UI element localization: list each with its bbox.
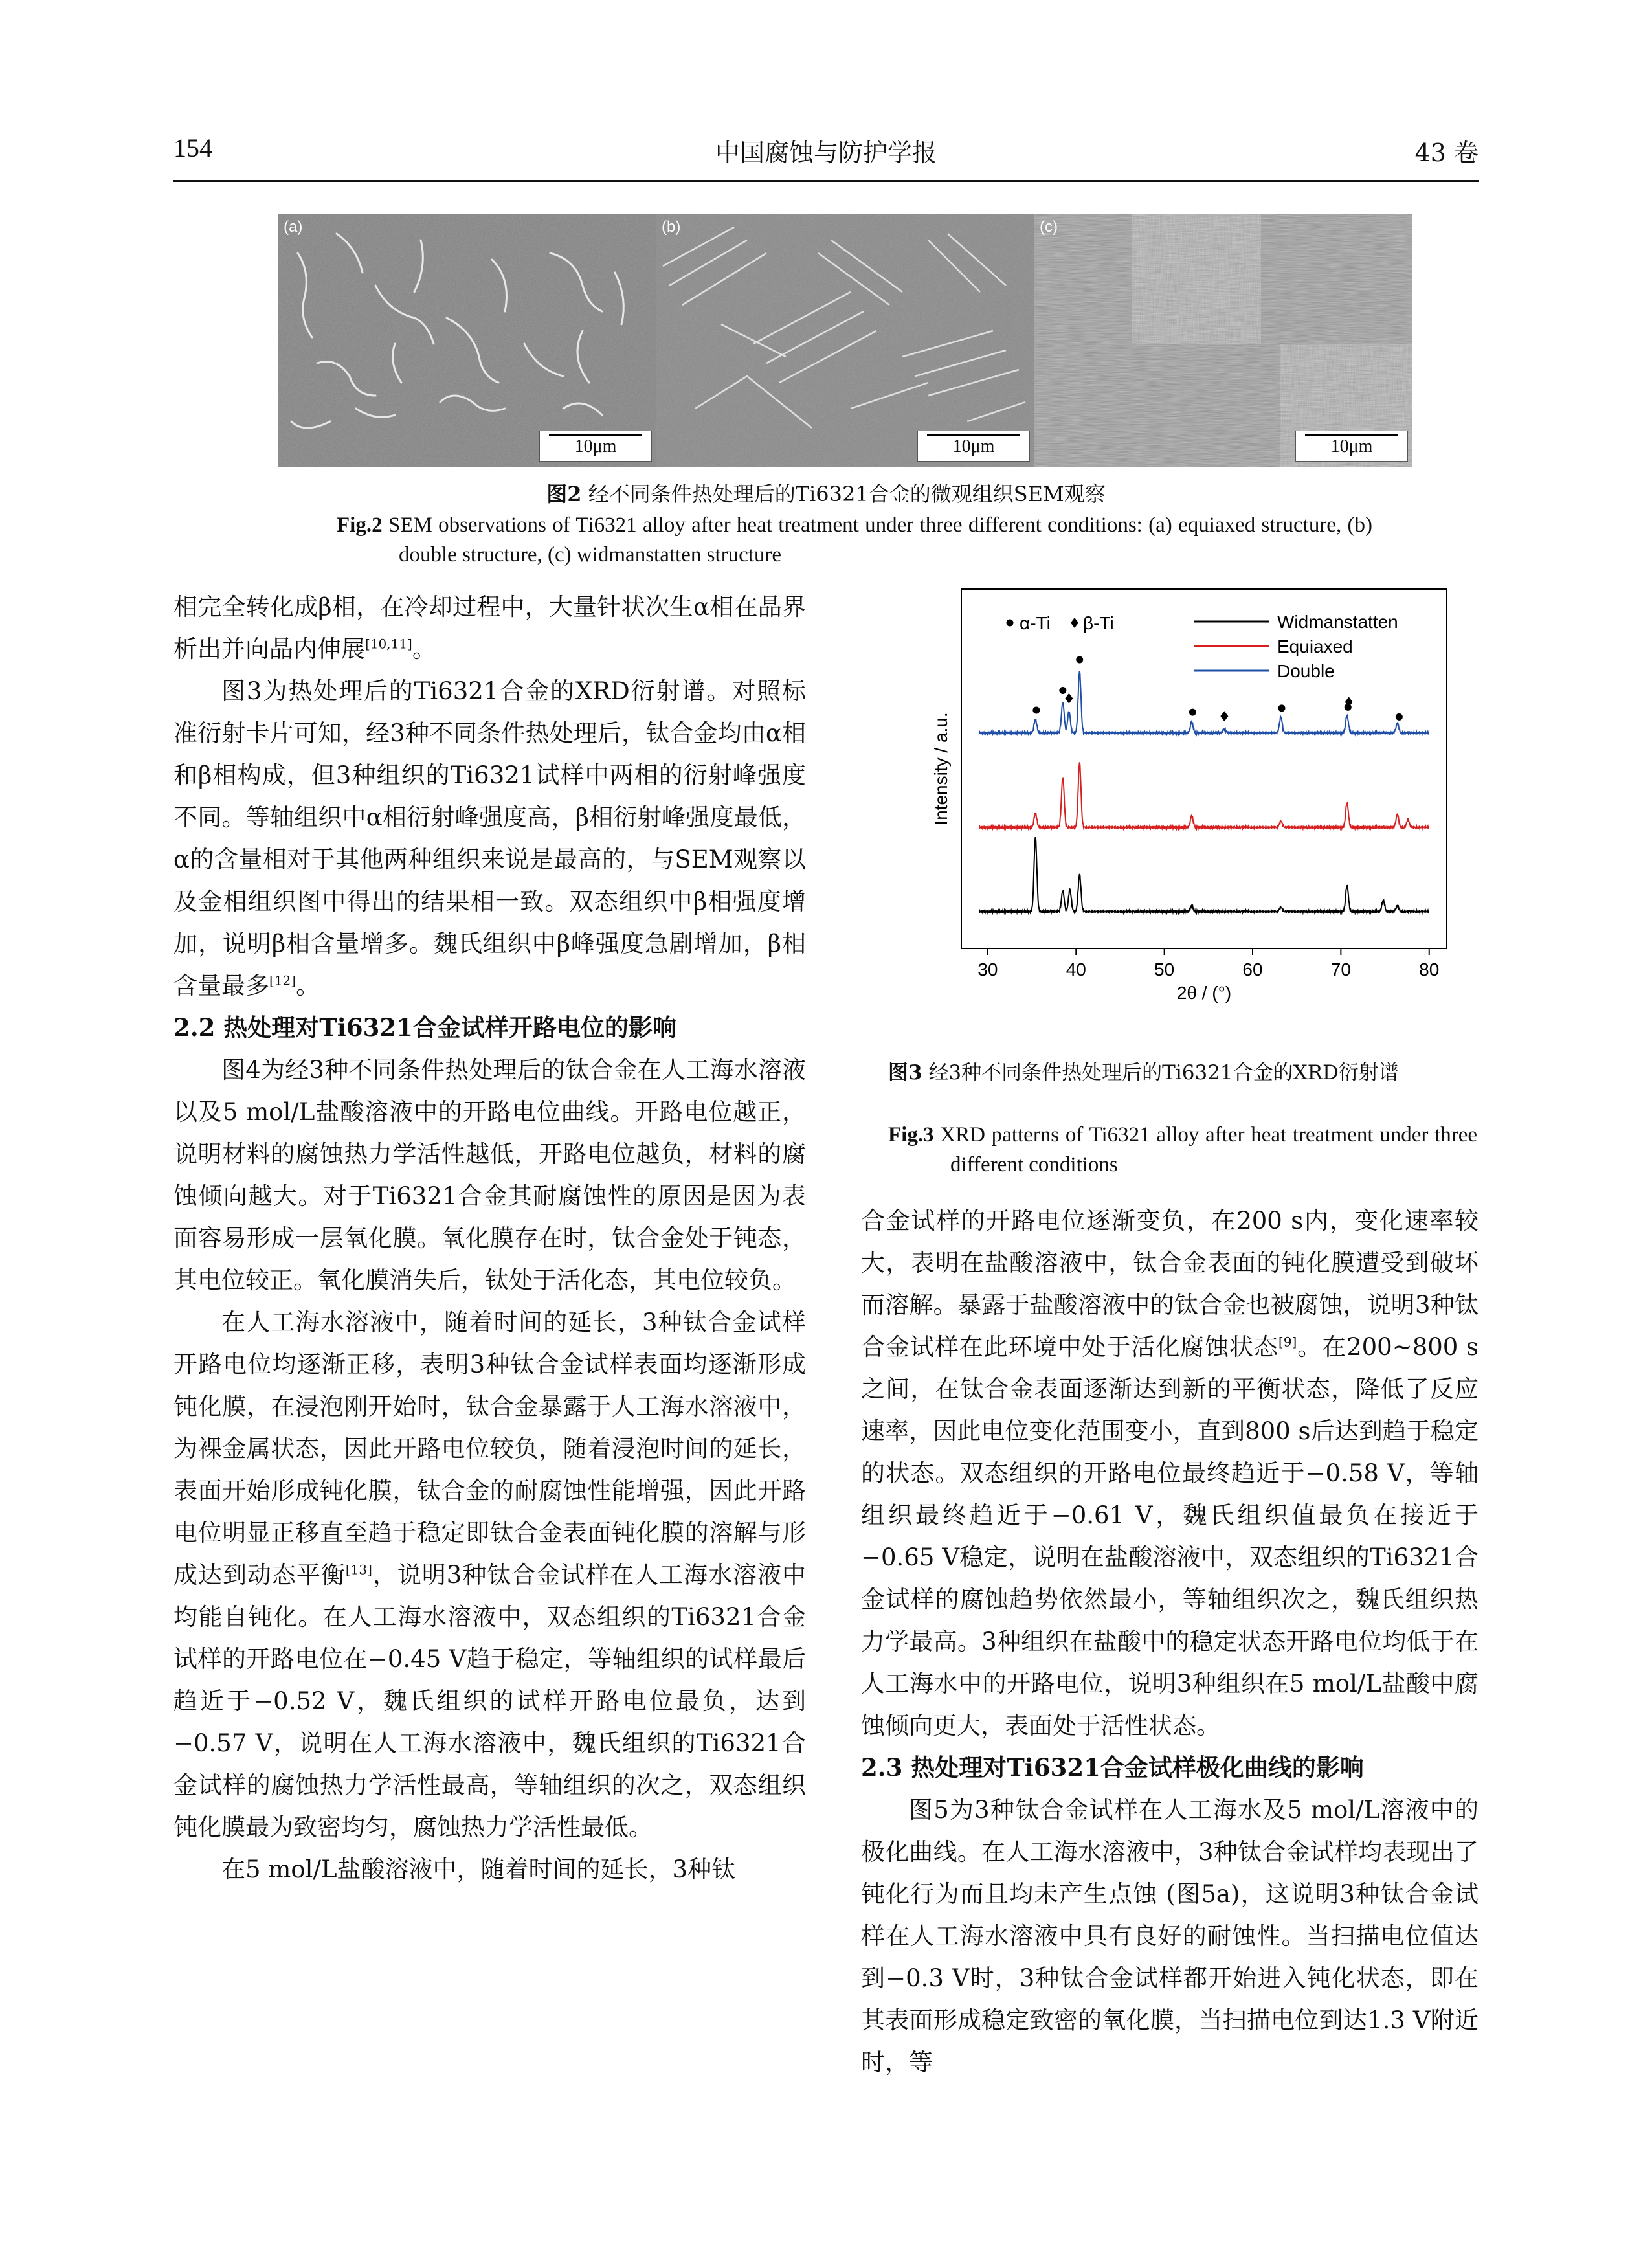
fig2-caption-en: Fig.2 SEM observations of Ti6321 alloy after heat treatment under three different conditions: (a) equiaxed structure, (b) double structure, (c) widmanstatten structure	[337, 513, 1372, 566]
scale-bar-c: 10μm	[1295, 431, 1408, 462]
paragraph: 图4为经3种不同条件热处理后的钛合金在人工海水溶液以及5 mol/L盐酸溶液中的开路电位曲线。开路电位越正，说明材料的腐蚀热力学活性越低，开路电位越负，材料的腐蚀倾向越大。对于Ti6321合金其耐腐蚀性的原因是因为表面容易形成一层氧化膜。氧化膜存在时，钛合金处于钝态，其电位较正。氧化膜消失后，钛处于活化态，其电位较负。	[173, 1056, 806, 1294]
sem-panel-c	[1034, 214, 1412, 467]
xrd-trace-widmanstatten	[979, 837, 1429, 913]
x-tick-label: 30	[977, 959, 998, 980]
sem-panel-a	[278, 214, 656, 467]
page-number: 154	[173, 133, 212, 163]
left-column	[173, 586, 806, 1890]
paragraph: 在人工海水溶液中，随着时间的延长，3种钛合金试样开路电位均逐渐正移，表明3种钛合金试样表面均逐渐形成钝化膜，在浸泡刚开始时，钛合金暴露于人工海水溶液中，为裸金属状态，因此开路电位较负，随着浸泡时间的延长，表面开始形成钝化膜，钛合金的耐腐蚀性能增强，因此开路电位明显正移直至趋于稳定即钛合金表面钝化膜的溶解与形成达到动态平衡[13]，说明3种钛合金试样在人工海水溶液中均能自钝化。在人工海水溶液中，双态组织的Ti6321合金试样的开路电位在−0.45 V趋于稳定，等轴组织的试样最后趋近于−0.52 V，魏氏组织的试样开路电位最负，达到−0.57 V，说明在人工海水溶液中，魏氏组织的Ti6321合金试样的腐蚀热力学活性最高，等轴组织的次之，双态组织钝化膜最为致密均匀，腐蚀热力学活性最低。	[173, 1308, 807, 1841]
paragraph: 在5 mol/L盐酸溶液中，随着时间的延长，3种钛	[221, 1855, 736, 1883]
header-rule	[173, 180, 1479, 182]
panel-letter-b: (b)	[662, 218, 681, 236]
x-tick-label: 40	[1066, 959, 1086, 980]
panel-letter-a: (a)	[284, 218, 303, 236]
legend-label-equiaxed: Equiaxed	[1277, 636, 1353, 656]
legend-label-widmanstatten: Widmanstatten	[1277, 612, 1398, 632]
fig2-caption-cn: 图2 经不同条件热处理后的Ti6321合金的微观组织SEM观察	[546, 482, 1106, 506]
fig3-caption-en: Fig.3 XRD patterns of Ti6321 alloy after heat treatment under three different conditions	[888, 1123, 1477, 1176]
alpha-ti-marker	[1032, 707, 1040, 714]
paragraph: 图3为热处理后的Ti6321合金的XRD衍射谱。对照标准衍射卡片可知，经3种不同条件热处理后，钛合金均由α相和β相构成，但3种组织的Ti6321试样中两相的衍射峰强度不同。等轴组织中α相衍射峰强度高，β相衍射峰强度最低，α的含量相对于其他两种组织来说是最高的，与SEM观察以及金相组织图中得出的结果相一致。双态组织中β相强度增加，说明β相含量增多。魏氏组织中β峰强度急剧增加，β相含量最多[12]。	[173, 677, 806, 1000]
journal-title: 中国腐蚀与防护学报	[715, 139, 937, 167]
y-axis-label: Intensity / a.u.	[931, 712, 951, 825]
xrd-trace-double	[979, 671, 1429, 734]
legend-label-double: Double	[1277, 661, 1335, 681]
scale-bar-a: 10μm	[539, 431, 652, 462]
alpha-legend-label: α-Ti	[1020, 613, 1051, 633]
sem-image-double	[656, 214, 1034, 467]
plot-frame	[961, 589, 1447, 948]
x-tick-label: 50	[1154, 959, 1175, 980]
x-tick-label: 70	[1330, 959, 1351, 980]
sem-image-equiaxed	[278, 214, 656, 467]
sem-image-widmanstatten	[1034, 214, 1412, 467]
volume-label: 43 卷	[1414, 139, 1479, 167]
alpha-ti-marker	[1076, 656, 1083, 664]
alpha-ti-marker	[1278, 704, 1286, 712]
fig3-caption-cn: 图3 经3种不同条件热处理后的Ti6321合金的XRD衍射谱	[888, 1061, 1399, 1084]
x-tick-label: 80	[1419, 959, 1440, 980]
alpha-ti-marker	[1189, 709, 1196, 716]
beta-legend-symbol	[1071, 618, 1078, 628]
sem-panel-b	[656, 214, 1034, 467]
right-column	[861, 1200, 1479, 2083]
beta-ti-marker	[1220, 711, 1228, 721]
paragraph: 图5为3种钛合金试样在人工海水及5 mol/L溶液中的极化曲线。在人工海水溶液中，3种钛合金试样均表现出了钝化行为而且均未产生点蚀 (图5a)，这说明3种钛合金试样在人工海水溶液中具有良好的耐蚀性。当扫描电位值达到−0.3 V时，3种钛合金试样都开始进入钝化状态，即在其表面形成稳定致密的氧化膜，当扫描电位到达1.3 V附近时，等	[861, 1796, 1479, 2076]
xrd-trace-equiaxed	[979, 762, 1429, 829]
section-heading-2-3: 2.3 热处理对Ti6321合金试样极化曲线的影响	[861, 1753, 1364, 1782]
paragraph: 合金试样的开路电位逐渐变负，在200 s内，变化速率较大，表明在盐酸溶液中，钛合金表面的钝化膜遭受到破坏而溶解。暴露于盐酸溶液中的钛合金也被腐蚀，说明3种钛合金试样在此环境中处于活化腐蚀状态[9]。在200~800 s之间，在钛合金表面逐渐达到新的平衡状态，降低了反应速率，因此电位变化范围变小，直到800 s后达到趋于稳定的状态。双态组织的开路电位最终趋近于−0.58 V，等轴组织最终趋近于−0.61 V，魏氏组织值最负在接近于−0.65 V稳定，说明在盐酸溶液中，双态组织的Ti6321合金试样的腐蚀趋势依然最小，等轴组织次之，魏氏组织热力学最高。3种组织在盐酸中的稳定状态开路电位均低于在人工海水中的开路电位，说明3种组织在5 mol/L盐酸中腐蚀倾向更大，表面处于活性状态。	[861, 1207, 1479, 1740]
alpha-legend-symbol	[1007, 620, 1014, 627]
alpha-ti-marker	[1396, 713, 1403, 721]
beta-ti-marker	[1065, 693, 1073, 704]
x-axis-label: 2θ / (°)	[1176, 983, 1232, 1003]
scale-bar-b: 10μm	[917, 431, 1030, 462]
paragraph: 相完全转化成β相，在冷却过程中，大量针状次生α相在晶界析出并向晶内伸展[10,11]。	[173, 593, 806, 663]
panel-letter-c: (c)	[1040, 218, 1058, 236]
beta-legend-label: β-Ti	[1083, 613, 1114, 633]
running-header	[173, 133, 1479, 178]
section-heading-2-2: 2.2 热处理对Ti6321合金试样开路电位的影响	[173, 1013, 676, 1042]
fig3-xrd-chart	[916, 583, 1499, 1055]
alpha-ti-marker	[1059, 687, 1066, 694]
x-tick-label: 60	[1242, 959, 1263, 980]
